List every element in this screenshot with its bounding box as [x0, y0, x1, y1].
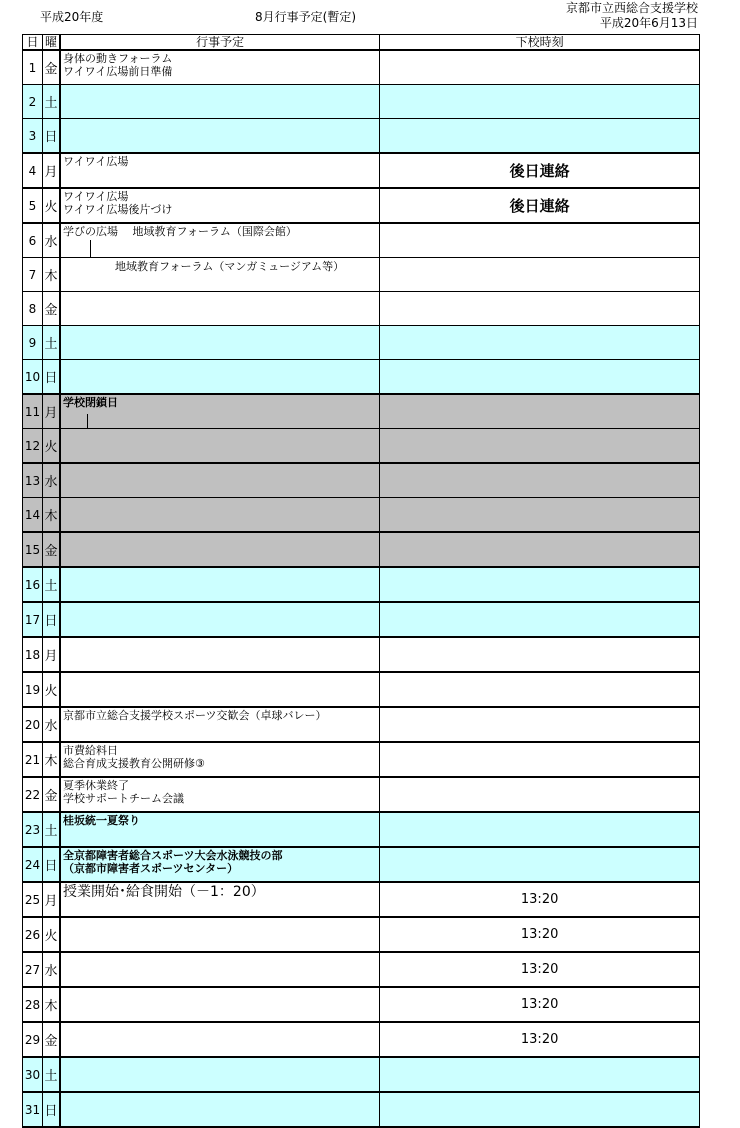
weekday: 火: [43, 917, 61, 952]
dismissal-time: [380, 672, 700, 707]
event-cell: [60, 188, 380, 223]
continuation-arrow-icon: [90, 240, 91, 258]
day-number: 14: [23, 498, 43, 533]
dismissal-time: [380, 429, 700, 464]
event-cell: [60, 707, 380, 742]
table-row: [23, 429, 700, 464]
day-number: 21: [23, 742, 43, 777]
day-number: 2: [23, 85, 43, 119]
weekday: 日: [43, 847, 61, 882]
day-number: 30: [23, 1057, 43, 1092]
event-cell: [60, 672, 380, 707]
dismissal-time: 後日連絡: [380, 153, 700, 188]
event-cell: [60, 153, 380, 188]
table-row: [23, 602, 700, 637]
weekday: 金: [43, 292, 61, 326]
dismissal-time: [380, 812, 700, 847]
event-cell: [60, 637, 380, 672]
table-row: [23, 532, 700, 567]
event-cell: [60, 394, 380, 429]
table-row: [23, 292, 700, 326]
day-number: 11: [23, 394, 43, 429]
event-cell: [60, 882, 380, 917]
day-number: 18: [23, 637, 43, 672]
page-title: 8月行事予定(暫定): [255, 10, 356, 24]
dismissal-time: [380, 847, 700, 882]
event-cell: [60, 567, 380, 602]
issue-date: 平成20年6月13日: [599, 16, 698, 30]
dismissal-time: [380, 326, 700, 360]
col-header-day: 日: [23, 35, 43, 51]
event-cell: [60, 847, 380, 882]
col-header-dismissal: 下校時刻: [380, 35, 700, 51]
day-number: 1: [23, 50, 43, 85]
event-cell: [60, 812, 380, 847]
day-number: 27: [23, 952, 43, 987]
table-row: [23, 812, 700, 847]
day-number: 8: [23, 292, 43, 326]
table-row: [23, 707, 700, 742]
dismissal-time: 13:20: [380, 917, 700, 952]
table-row: [23, 360, 700, 395]
dismissal-time: [380, 394, 700, 429]
event-cell: [60, 987, 380, 1022]
table-row: [23, 326, 700, 360]
dismissal-time: [380, 50, 700, 85]
weekday: 金: [43, 1022, 61, 1057]
event-cell: [60, 360, 380, 395]
event-cell: [60, 532, 380, 567]
table-row: [23, 463, 700, 498]
weekday: 金: [43, 532, 61, 567]
event-cell: [60, 1022, 380, 1057]
table-row: [23, 742, 700, 777]
table-row: [23, 1022, 700, 1057]
day-number: 25: [23, 882, 43, 917]
weekday: 火: [43, 429, 61, 464]
weekday: 水: [43, 952, 61, 987]
weekday: 日: [43, 119, 61, 154]
event-text: 身体の動きフォーラム: [63, 52, 173, 65]
table-row: [23, 188, 700, 223]
dismissal-time: 13:20: [380, 1022, 700, 1057]
table-row: [23, 394, 700, 429]
table-row: [23, 50, 700, 85]
event-cell: [60, 952, 380, 987]
event-cell: [60, 223, 380, 258]
day-number: 4: [23, 153, 43, 188]
dismissal-time: [380, 119, 700, 154]
event-cell: [60, 777, 380, 812]
event-text: 総合育成支援教育公開研修③: [63, 757, 205, 770]
weekday: 金: [43, 777, 61, 812]
weekday: 火: [43, 188, 61, 223]
weekday: 土: [43, 1057, 61, 1092]
day-number: 16: [23, 567, 43, 602]
event-text: 京都市立総合支援学校スポーツ交歓会（卓球バレー）: [63, 709, 327, 722]
weekday: 火: [43, 672, 61, 707]
continuation-arrow-icon: [87, 414, 88, 429]
day-number: 10: [23, 360, 43, 395]
weekday: 日: [43, 602, 61, 637]
weekday: 月: [43, 637, 61, 672]
event-text: 地域教育フォーラム（マンガミュージアム等）: [115, 260, 345, 273]
day-number: 22: [23, 777, 43, 812]
dismissal-time: [380, 498, 700, 533]
event-text: ワイワイ広場: [63, 155, 129, 168]
dismissal-time: 13:20: [380, 987, 700, 1022]
dismissal-time: 13:20: [380, 882, 700, 917]
day-number: 13: [23, 463, 43, 498]
event-cell: [60, 602, 380, 637]
event-text: （京都市障害者スポーツセンター）: [63, 862, 239, 875]
day-number: 20: [23, 707, 43, 742]
event-text: 桂坂統一夏祭り: [63, 814, 140, 827]
schedule-table: [22, 34, 700, 1128]
table-row: [23, 882, 700, 917]
event-text: 夏季休業終了: [63, 779, 129, 792]
day-number: 29: [23, 1022, 43, 1057]
event-text: ワイワイ広場前日準備: [63, 65, 173, 78]
table-row: [23, 1057, 700, 1092]
day-number: 5: [23, 188, 43, 223]
event-text: 市費給料日: [63, 744, 118, 757]
dismissal-time: [380, 1057, 700, 1092]
weekday: 月: [43, 394, 61, 429]
event-cell: [60, 917, 380, 952]
day-number: 31: [23, 1092, 43, 1127]
event-cell: [60, 85, 380, 119]
dismissal-time: [380, 637, 700, 672]
weekday: 日: [43, 1092, 61, 1127]
dismissal-time: [380, 223, 700, 258]
event-cell: [60, 498, 380, 533]
event-text: 学校サポートチーム会議: [63, 792, 184, 805]
table-row: [23, 498, 700, 533]
table-row: [23, 258, 700, 292]
event-text: ワイワイ広場: [63, 190, 129, 203]
event-text: 授業開始･給食開始（－1：20）: [63, 884, 265, 900]
day-number: 3: [23, 119, 43, 154]
dismissal-time: [380, 1092, 700, 1127]
event-cell: [60, 1092, 380, 1127]
weekday: 金: [43, 50, 61, 85]
event-cell: [60, 50, 380, 85]
dismissal-time: [380, 463, 700, 498]
dismissal-time: 後日連絡: [380, 188, 700, 223]
day-number: 17: [23, 602, 43, 637]
table-row: [23, 153, 700, 188]
table-row: [23, 223, 700, 258]
weekday: 月: [43, 153, 61, 188]
day-number: 12: [23, 429, 43, 464]
event-cell: [60, 292, 380, 326]
day-number: 7: [23, 258, 43, 292]
dismissal-time: [380, 360, 700, 395]
weekday: 水: [43, 707, 61, 742]
weekday: 木: [43, 258, 61, 292]
table-row: [23, 952, 700, 987]
event-text: 全京都障害者総合スポーツ大会水泳競技の部: [63, 849, 283, 862]
event-cell: [60, 463, 380, 498]
event-text: ワイワイ広場後片づけ: [63, 203, 173, 216]
dismissal-time: [380, 602, 700, 637]
event-cell: [60, 258, 380, 292]
fiscal-year: 平成20年度: [40, 10, 104, 24]
event-cell: [60, 742, 380, 777]
weekday: 土: [43, 812, 61, 847]
dismissal-time: [380, 707, 700, 742]
weekday: 木: [43, 498, 61, 533]
day-number: 24: [23, 847, 43, 882]
dismissal-time: [380, 258, 700, 292]
event-text: 学校閉鎖日: [63, 396, 118, 409]
table-row: [23, 567, 700, 602]
weekday: 土: [43, 326, 61, 360]
col-header-weekday: 曜: [43, 35, 61, 51]
dismissal-time: [380, 567, 700, 602]
day-number: 23: [23, 812, 43, 847]
dismissal-time: [380, 742, 700, 777]
weekday: 月: [43, 882, 61, 917]
dismissal-time: [380, 532, 700, 567]
schedule-body: [23, 50, 700, 1127]
table-row: [23, 672, 700, 707]
dismissal-time: 13:20: [380, 952, 700, 987]
weekday: 日: [43, 360, 61, 395]
weekday: 木: [43, 987, 61, 1022]
table-row: [23, 917, 700, 952]
weekday: 土: [43, 85, 61, 119]
event-cell: [60, 326, 380, 360]
weekday: 木: [43, 742, 61, 777]
table-row: [23, 987, 700, 1022]
weekday: 水: [43, 223, 61, 258]
school-name: 京都市立西総合支援学校: [565, 1, 698, 15]
event-cell: [60, 429, 380, 464]
event-text: 学びの広場 地域教育フォーラム（国際会館）: [63, 225, 297, 238]
event-cell: [60, 119, 380, 154]
table-row: [23, 1092, 700, 1127]
day-number: 9: [23, 326, 43, 360]
table-row: [23, 119, 700, 154]
table-row: [23, 637, 700, 672]
table-header-row: [23, 35, 700, 51]
day-number: 19: [23, 672, 43, 707]
dismissal-time: [380, 777, 700, 812]
table-row: [23, 777, 700, 812]
dismissal-time: [380, 292, 700, 326]
day-number: 28: [23, 987, 43, 1022]
day-number: 15: [23, 532, 43, 567]
day-number: 6: [23, 223, 43, 258]
event-cell: [60, 1057, 380, 1092]
day-number: 26: [23, 917, 43, 952]
dismissal-time: [380, 85, 700, 119]
weekday: 土: [43, 567, 61, 602]
table-row: [23, 85, 700, 119]
col-header-events: 行事予定: [60, 35, 380, 51]
table-row: [23, 847, 700, 882]
weekday: 水: [43, 463, 61, 498]
